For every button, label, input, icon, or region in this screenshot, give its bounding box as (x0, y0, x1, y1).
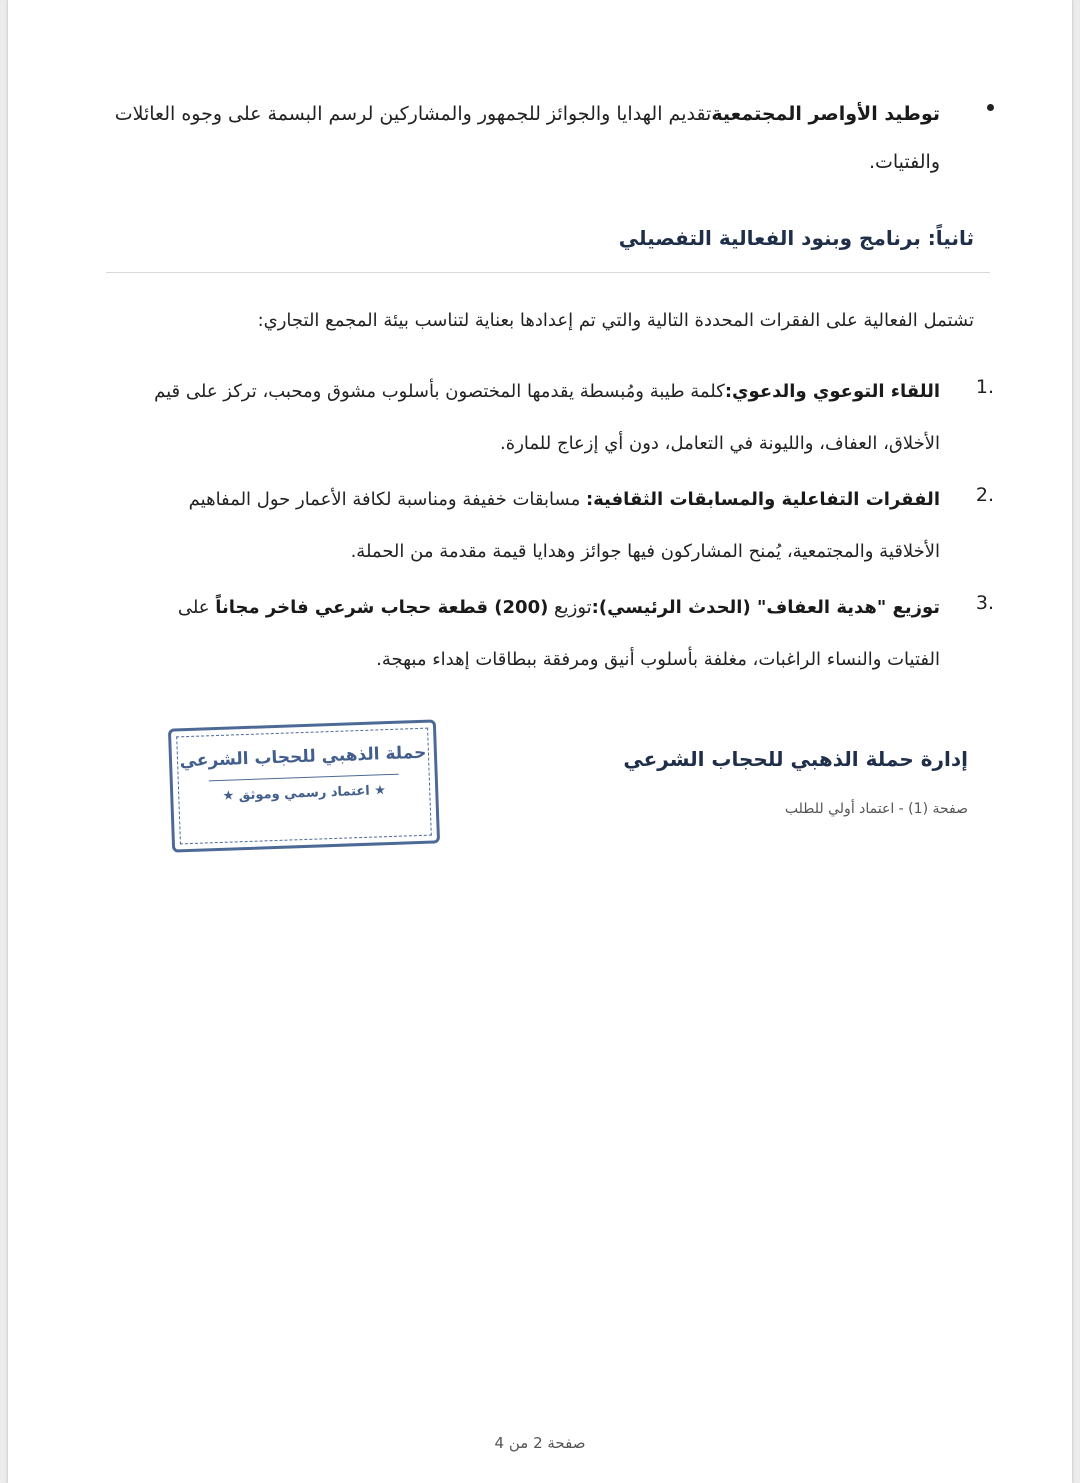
list-item-bold-quantity: (200) قطعة حجاب شرعي فاخر مجاناً (215, 597, 549, 618)
stamp-inner-border (176, 728, 432, 845)
list-item-text: كلمة طيبة ومُبسطة يقدمها المختصون بأسلوب مشوق ومحبب، تركز على قيم الأخلاق، العفاف، والليونة في التعامل، دون أي إزعاج للمارة. (154, 381, 940, 454)
list-item-text: مسابقات خفيفة ومناسبة لكافة الأعمار حول المفاهيم الأخلاقية والمجتمعية، يُمنح المشاركون فيها جوائز وهدايا قيمة مقدمة من الحملة. (188, 489, 940, 562)
official-stamp (168, 719, 440, 852)
page-number: صفحة 2 من 4 (494, 1434, 586, 1452)
stamp-title: حملة الذهبي للحجاب الشرعي (179, 742, 427, 772)
list-item (140, 582, 940, 686)
bullet-paragraph (90, 90, 940, 186)
item-number: 1. (975, 376, 994, 398)
section-divider (106, 272, 990, 273)
bullet-dot (987, 104, 994, 111)
signature-title: إدارة حملة الذهبي للحجاب الشرعي (623, 747, 968, 771)
list-item-bold: توزيع "هدية العفاف" (الحدث الرئيسي): (591, 597, 940, 618)
list-item-bold: الفقرات التفاعلية والمسابقات الثقافية: (585, 489, 940, 510)
list-item (140, 366, 940, 470)
list-item-text-after: على الفتيات والنساء الراغبات، مغلفة بأسلوب أنيق ومرفقة ببطاقات إهداء مبهجة. (177, 597, 940, 670)
list-item-text-before: توزيع (548, 597, 592, 618)
item-number: 2. (975, 484, 994, 506)
signature-subtitle: صفحة (1) - اعتماد أولي للطلب (784, 801, 968, 817)
bullet-bold-text: توطيد الأواصر المجتمعية (711, 103, 940, 125)
section-title: ثانياً: برنامج وبنود الفعالية التفصيلي (618, 226, 974, 250)
list-item (140, 474, 940, 578)
list-item-bold: اللقاء التوعوي والدعوي: (724, 381, 940, 402)
section-intro: تشتمل الفعالية على الفقرات المحددة التالية والتي تم إعدادها بعناية لتناسب بيئة المجمع التجاري: (257, 310, 974, 331)
bullet-text: تقديم الهدايا والجوائز للجمهور والمشاركين لرسم البسمة على وجوه العائلات والفتيات. (114, 103, 940, 173)
stamp-divider (209, 774, 399, 782)
stamp-subtitle: ★ اعتماد رسمي وموثق ★ (222, 783, 387, 804)
item-number: 3. (975, 592, 994, 614)
document-page (8, 0, 1072, 1483)
